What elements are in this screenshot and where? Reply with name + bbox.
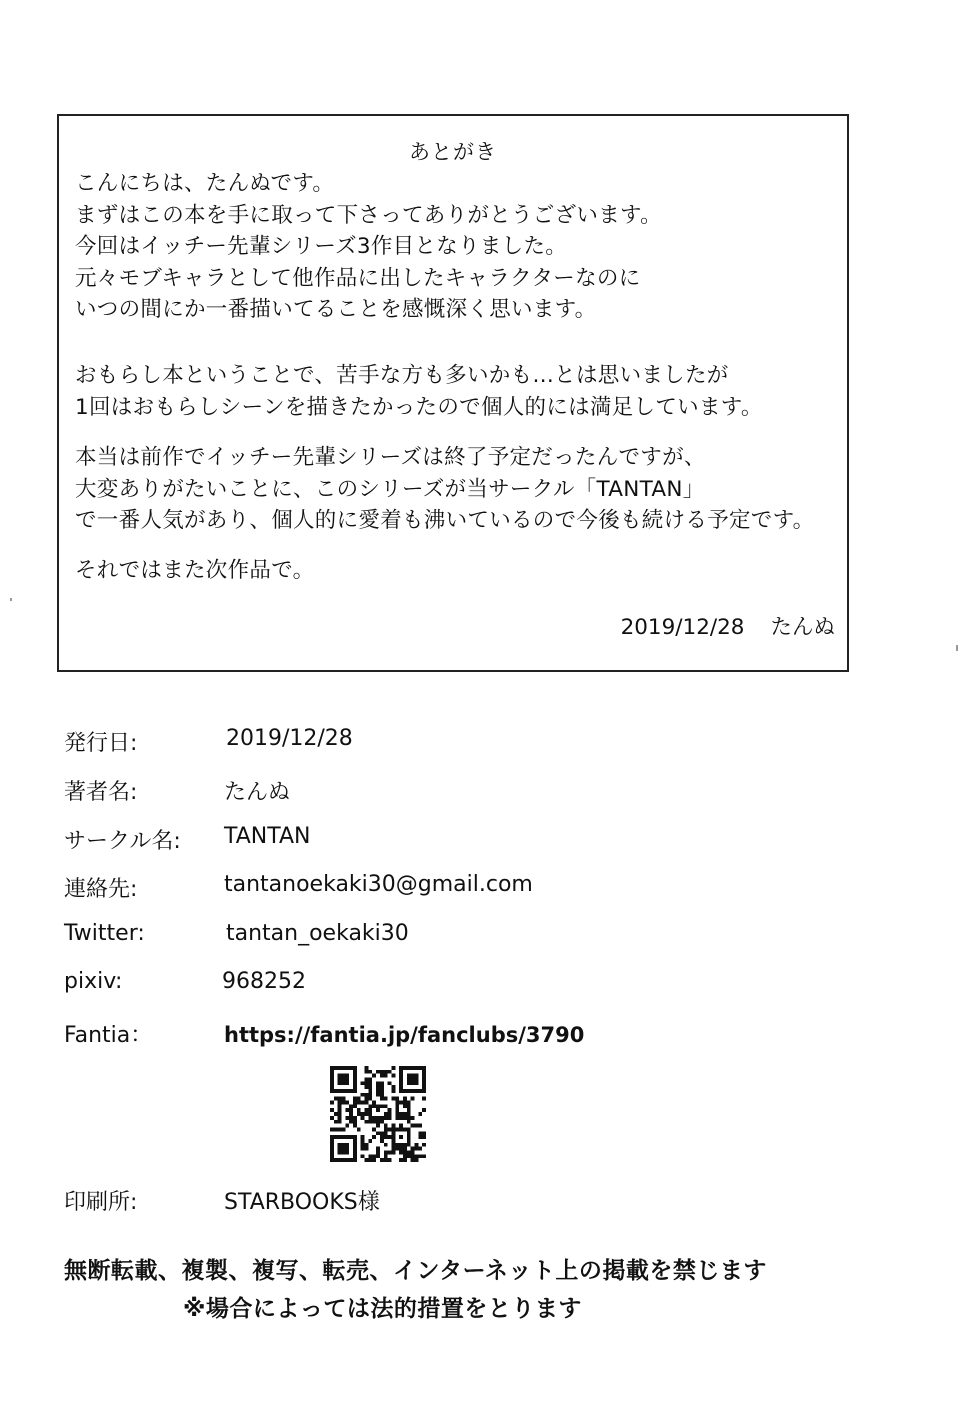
- afterword-line: 1回はおもらしシーンを描きたかったので個人的には満足しています。: [75, 394, 763, 420]
- qr-code-icon[interactable]: [330, 1066, 426, 1162]
- printer-value: STARBOOKS様: [224, 1190, 380, 1215]
- legal-action-notice: ※場合によっては法的措置をとります: [183, 1296, 582, 1322]
- twitter-handle[interactable]: tantan_oekaki30: [226, 921, 409, 946]
- afterword-line: 元々モブキャラとして他作品に出したキャラクターなのに: [75, 265, 641, 291]
- afterword-line: まずはこの本を手に取って下さってありがとうございます。: [75, 202, 662, 228]
- issue-date-label: 発行日:: [64, 731, 138, 756]
- reproduction-notice: 無断転載、複製、複写、転売、インターネット上の掲載を禁じます: [64, 1258, 767, 1284]
- fantia-label: Fantia：: [64, 1023, 153, 1048]
- pixiv-label: pixiv:: [64, 969, 123, 994]
- scan-speck: [956, 645, 958, 651]
- scan-speck: [10, 598, 12, 601]
- afterword-paragraph-4: [75, 555, 314, 587]
- fantia-link[interactable]: https://fantia.jp/fanclubs/3790: [224, 1023, 585, 1047]
- afterword-line: で一番人気があり、個人的に愛着も沸いているので今後も続ける予定です。: [75, 508, 815, 533]
- afterword-line: こんにちは、たんぬです。: [75, 171, 335, 196]
- author-value: たんぬ: [224, 780, 291, 805]
- afterword-line: 本当は前作でイッチー先輩シリーズは終了予定だったんですが、: [75, 445, 706, 470]
- circle-value: TANTAN: [224, 824, 311, 849]
- signoff-date: 2019/12/28: [620, 615, 745, 640]
- afterword-paragraph-2: [75, 360, 763, 423]
- afterword-title: あとがき: [409, 140, 497, 164]
- printer-label: 印刷所:: [64, 1190, 138, 1215]
- afterword-signoff: [621, 610, 835, 641]
- contact-email[interactable]: tantanoekaki30@gmail.com: [224, 872, 533, 897]
- twitter-label: Twitter:: [64, 921, 145, 946]
- author-label: 著者名:: [64, 780, 138, 805]
- afterword-line: 今回はイッチー先輩シリーズ3作目となりました。: [75, 234, 568, 259]
- afterword-line: それではまた次作品で。: [75, 558, 315, 583]
- afterword-line: おもらし本ということで、苦手な方も多いかも…とは思いましたが: [75, 363, 729, 388]
- afterword-line: 大変ありがたいことに、このシリーズが当サークル「TANTAN」: [75, 476, 705, 502]
- signoff-author: たんぬ: [770, 615, 835, 640]
- afterword-line: いつの間にか一番描いてることを感慨深く思います。: [75, 297, 597, 322]
- afterword-paragraph-3: [75, 442, 814, 537]
- afterword-box: [57, 114, 849, 672]
- afterword-paragraph-1: [75, 168, 662, 326]
- issue-date-value: 2019/12/28: [226, 726, 353, 751]
- contact-label: 連絡先:: [64, 877, 138, 902]
- circle-label: サークル名:: [64, 829, 181, 854]
- pixiv-id[interactable]: 968252: [222, 969, 306, 994]
